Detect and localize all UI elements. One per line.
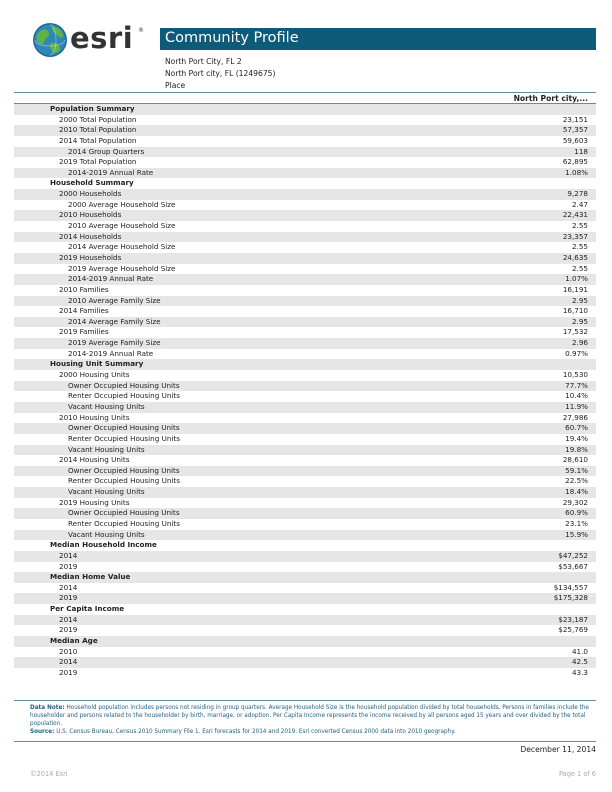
row-value: $47,252: [558, 550, 588, 560]
row-value: 23,357: [562, 231, 588, 241]
registered-mark: ®: [138, 27, 144, 34]
table-row: [14, 530, 596, 541]
section-header-row: [14, 572, 596, 583]
table-row: [14, 115, 596, 126]
row-label: Median Household Income: [50, 540, 157, 550]
source-label: Source:: [30, 729, 55, 736]
row-value: $25,769: [558, 625, 588, 635]
table-row: [14, 551, 596, 562]
row-value: 17,532: [562, 327, 588, 337]
row-label: 2014 Families: [59, 306, 109, 316]
row-value: 77.7%: [565, 380, 588, 390]
table-row: [14, 625, 596, 636]
table-row: [14, 413, 596, 424]
row-label: 2010 Families: [59, 284, 109, 294]
table-row: [14, 264, 596, 275]
table-row: [14, 242, 596, 253]
row-label: 2000 Housing Units: [59, 370, 130, 380]
row-label: Owner Occupied Housing Units: [68, 508, 180, 518]
table-row: [14, 221, 596, 232]
table-row: [14, 647, 596, 658]
row-label: 2019: [59, 625, 78, 635]
table-row: [14, 423, 596, 434]
row-value: 11.9%: [565, 401, 588, 411]
row-label: 2010 Average Household Size: [68, 221, 176, 231]
table-row: [14, 615, 596, 626]
data-table: [14, 104, 596, 679]
row-label: 2014: [59, 657, 78, 667]
row-label: Vacant Housing Units: [68, 529, 145, 539]
row-label: Renter Occupied Housing Units: [68, 518, 180, 528]
row-label: 2019 Average Household Size: [68, 263, 176, 273]
table-row: [14, 445, 596, 456]
data-note-text: Household population includes persons not residing in group quarters. Average Household Size is the household population divided by total households. Persons in families include the householder and persons related to the householder by birth, marriage, or adoption. Per Capita Income represents the income received by all persons aged 15 years and over divided by the total population.: [30, 705, 589, 728]
row-value: 2.55: [571, 263, 588, 273]
row-label: 2010 Total Population: [59, 125, 137, 135]
row-value: 15.9%: [565, 529, 588, 539]
row-value: 2.96: [571, 338, 588, 348]
row-value: 43.3: [571, 667, 588, 677]
row-value: 23,151: [562, 114, 588, 124]
notes-block: [30, 704, 596, 736]
table-row: [14, 466, 596, 477]
row-label: 2000 Households: [59, 189, 122, 199]
table-row: [14, 434, 596, 445]
row-value: 41.0: [571, 646, 588, 656]
date-divider: [14, 741, 596, 742]
row-value: 118: [574, 146, 588, 156]
row-value: 62,895: [562, 157, 588, 167]
table-row: [14, 147, 596, 158]
table-row: [14, 200, 596, 211]
row-label: 2010 Average Family Size: [68, 295, 161, 305]
row-label: 2014 Households: [59, 231, 122, 241]
row-label: Owner Occupied Housing Units: [68, 423, 180, 433]
row-label: 2019 Total Population: [59, 157, 137, 167]
table-row: [14, 562, 596, 573]
page-number: Page 1 of 6: [559, 770, 596, 778]
section-header-row: [14, 359, 596, 370]
row-value: 29,302: [562, 497, 588, 507]
table-row: [14, 657, 596, 668]
table-row: [14, 498, 596, 509]
row-label: 2014-2019 Annual Rate: [68, 274, 154, 284]
row-label: Per Capita Income: [50, 604, 125, 614]
location-line: Place: [165, 81, 186, 90]
row-value: 60.9%: [565, 508, 588, 518]
table-row: [14, 668, 596, 679]
row-label: 2019: [59, 593, 78, 603]
row-label: 2014-2019 Annual Rate: [68, 167, 154, 177]
row-value: 2.47: [571, 199, 588, 209]
table-row: [14, 593, 596, 604]
row-value: 2.95: [571, 316, 588, 326]
table-row: [14, 519, 596, 530]
row-label: 2000 Total Population: [59, 114, 137, 124]
row-value: 23.1%: [565, 518, 588, 528]
esri-logo: [32, 21, 156, 59]
row-value: 28,610: [562, 455, 588, 465]
section-header-row: [14, 604, 596, 615]
row-label: Median Age: [50, 636, 98, 646]
row-value: 59.1%: [565, 465, 588, 475]
row-label: Vacant Housing Units: [68, 401, 145, 411]
table-row: [14, 210, 596, 221]
report-date: December 11, 2014: [520, 745, 596, 754]
row-label: 2019 Households: [59, 252, 122, 262]
table-row: [14, 370, 596, 381]
header-divider: [14, 92, 596, 93]
data-note-label: Data Note:: [30, 705, 65, 711]
row-value: 42.5: [571, 657, 588, 667]
row-label: 2010 Households: [59, 210, 122, 220]
table-row: [14, 306, 596, 317]
row-label: Renter Occupied Housing Units: [68, 391, 180, 401]
table-row: [14, 157, 596, 168]
notes-divider: [14, 700, 596, 701]
row-value: $175,328: [553, 593, 588, 603]
table-row: [14, 327, 596, 338]
row-label: 2019 Families: [59, 327, 109, 337]
row-label: 2014 Average Family Size: [68, 316, 161, 326]
row-label: Vacant Housing Units: [68, 444, 145, 454]
row-value: 9,278: [567, 189, 588, 199]
row-value: 27,986: [562, 412, 588, 422]
row-label: Housing Unit Summary: [50, 359, 144, 369]
table-row: [14, 381, 596, 392]
row-value: 1.07%: [565, 274, 588, 284]
row-value: 10,530: [562, 370, 588, 380]
row-value: 19.8%: [565, 444, 588, 454]
row-value: $53,667: [558, 561, 588, 571]
location-line: North Port City, FL 2: [165, 57, 242, 66]
source-text: U.S. Census Bureau, Census 2010 Summary File 1. Esri forecasts for 2014 and 2019. Esri converted Census 2000 data into 2010 geography.: [56, 729, 456, 736]
row-value: $134,557: [553, 582, 588, 592]
row-label: Household Summary: [50, 178, 134, 188]
row-value: 16,191: [562, 284, 588, 294]
row-value: 59,603: [562, 135, 588, 145]
row-label: 2000 Average Household Size: [68, 199, 176, 209]
row-label: 2014-2019 Annual Rate: [68, 348, 154, 358]
table-row: [14, 476, 596, 487]
table-row: [14, 189, 596, 200]
row-label: 2014 Total Population: [59, 135, 137, 145]
row-value: 2.55: [571, 242, 588, 252]
row-value: 60.7%: [565, 423, 588, 433]
row-label: 2014 Group Quarters: [68, 146, 145, 156]
row-value: 1.08%: [565, 167, 588, 177]
row-value: 19.4%: [565, 433, 588, 443]
table-row: [14, 168, 596, 179]
location-header: [165, 56, 275, 92]
row-label: 2014: [59, 582, 78, 592]
row-value: 22,431: [562, 210, 588, 220]
row-label: 2010 Housing Units: [59, 412, 130, 422]
page-title: Community Profile: [165, 30, 299, 46]
row-label: 2019: [59, 667, 78, 677]
row-value: 2.55: [571, 221, 588, 231]
table-row: [14, 253, 596, 264]
row-label: Population Summary: [50, 104, 135, 113]
section-header-row: [14, 104, 596, 115]
row-value: 22.5%: [565, 476, 588, 486]
table-row: [14, 455, 596, 466]
row-label: Owner Occupied Housing Units: [68, 465, 180, 475]
row-label: 2014: [59, 550, 78, 560]
table-row: [14, 402, 596, 413]
row-value: 57,357: [562, 125, 588, 135]
section-header-row: [14, 540, 596, 551]
row-label: Vacant Housing Units: [68, 487, 145, 497]
row-value: 0.97%: [565, 348, 588, 358]
row-label: Owner Occupied Housing Units: [68, 380, 180, 390]
table-row: [14, 232, 596, 243]
table-row: [14, 487, 596, 498]
table-row: [14, 391, 596, 402]
row-label: 2019: [59, 561, 78, 571]
table-row: [14, 285, 596, 296]
row-label: 2014 Average Household Size: [68, 242, 176, 252]
row-label: Median Home Value: [50, 572, 131, 582]
row-value: 18.4%: [565, 487, 588, 497]
row-value: 10.4%: [565, 391, 588, 401]
column-heading: North Port city,...: [513, 94, 588, 103]
row-value: 24,635: [562, 252, 588, 262]
table-row: [14, 338, 596, 349]
row-label: Renter Occupied Housing Units: [68, 433, 180, 443]
title-banner: [160, 28, 596, 50]
row-value: 16,710: [562, 306, 588, 316]
location-line: North Port city, FL (1249675): [165, 69, 276, 78]
row-label: 2014: [59, 614, 78, 624]
section-header-row: [14, 636, 596, 647]
row-label: 2014 Housing Units: [59, 455, 130, 465]
table-row: [14, 296, 596, 307]
row-value: 2.95: [571, 295, 588, 305]
row-label: 2019 Housing Units: [59, 497, 130, 507]
esri-wordmark: esri: [70, 21, 134, 55]
section-header-row: [14, 178, 596, 189]
table-row: [14, 317, 596, 328]
table-row: [14, 583, 596, 594]
copyright: ©2014 Esri: [30, 770, 68, 778]
row-label: 2010: [59, 646, 78, 656]
table-row: [14, 508, 596, 519]
row-value: $23,187: [558, 614, 588, 624]
row-label: 2019 Average Family Size: [68, 338, 161, 348]
table-row: [14, 274, 596, 285]
table-row: [14, 136, 596, 147]
table-row: [14, 349, 596, 360]
row-label: Renter Occupied Housing Units: [68, 476, 180, 486]
table-row: [14, 125, 596, 136]
